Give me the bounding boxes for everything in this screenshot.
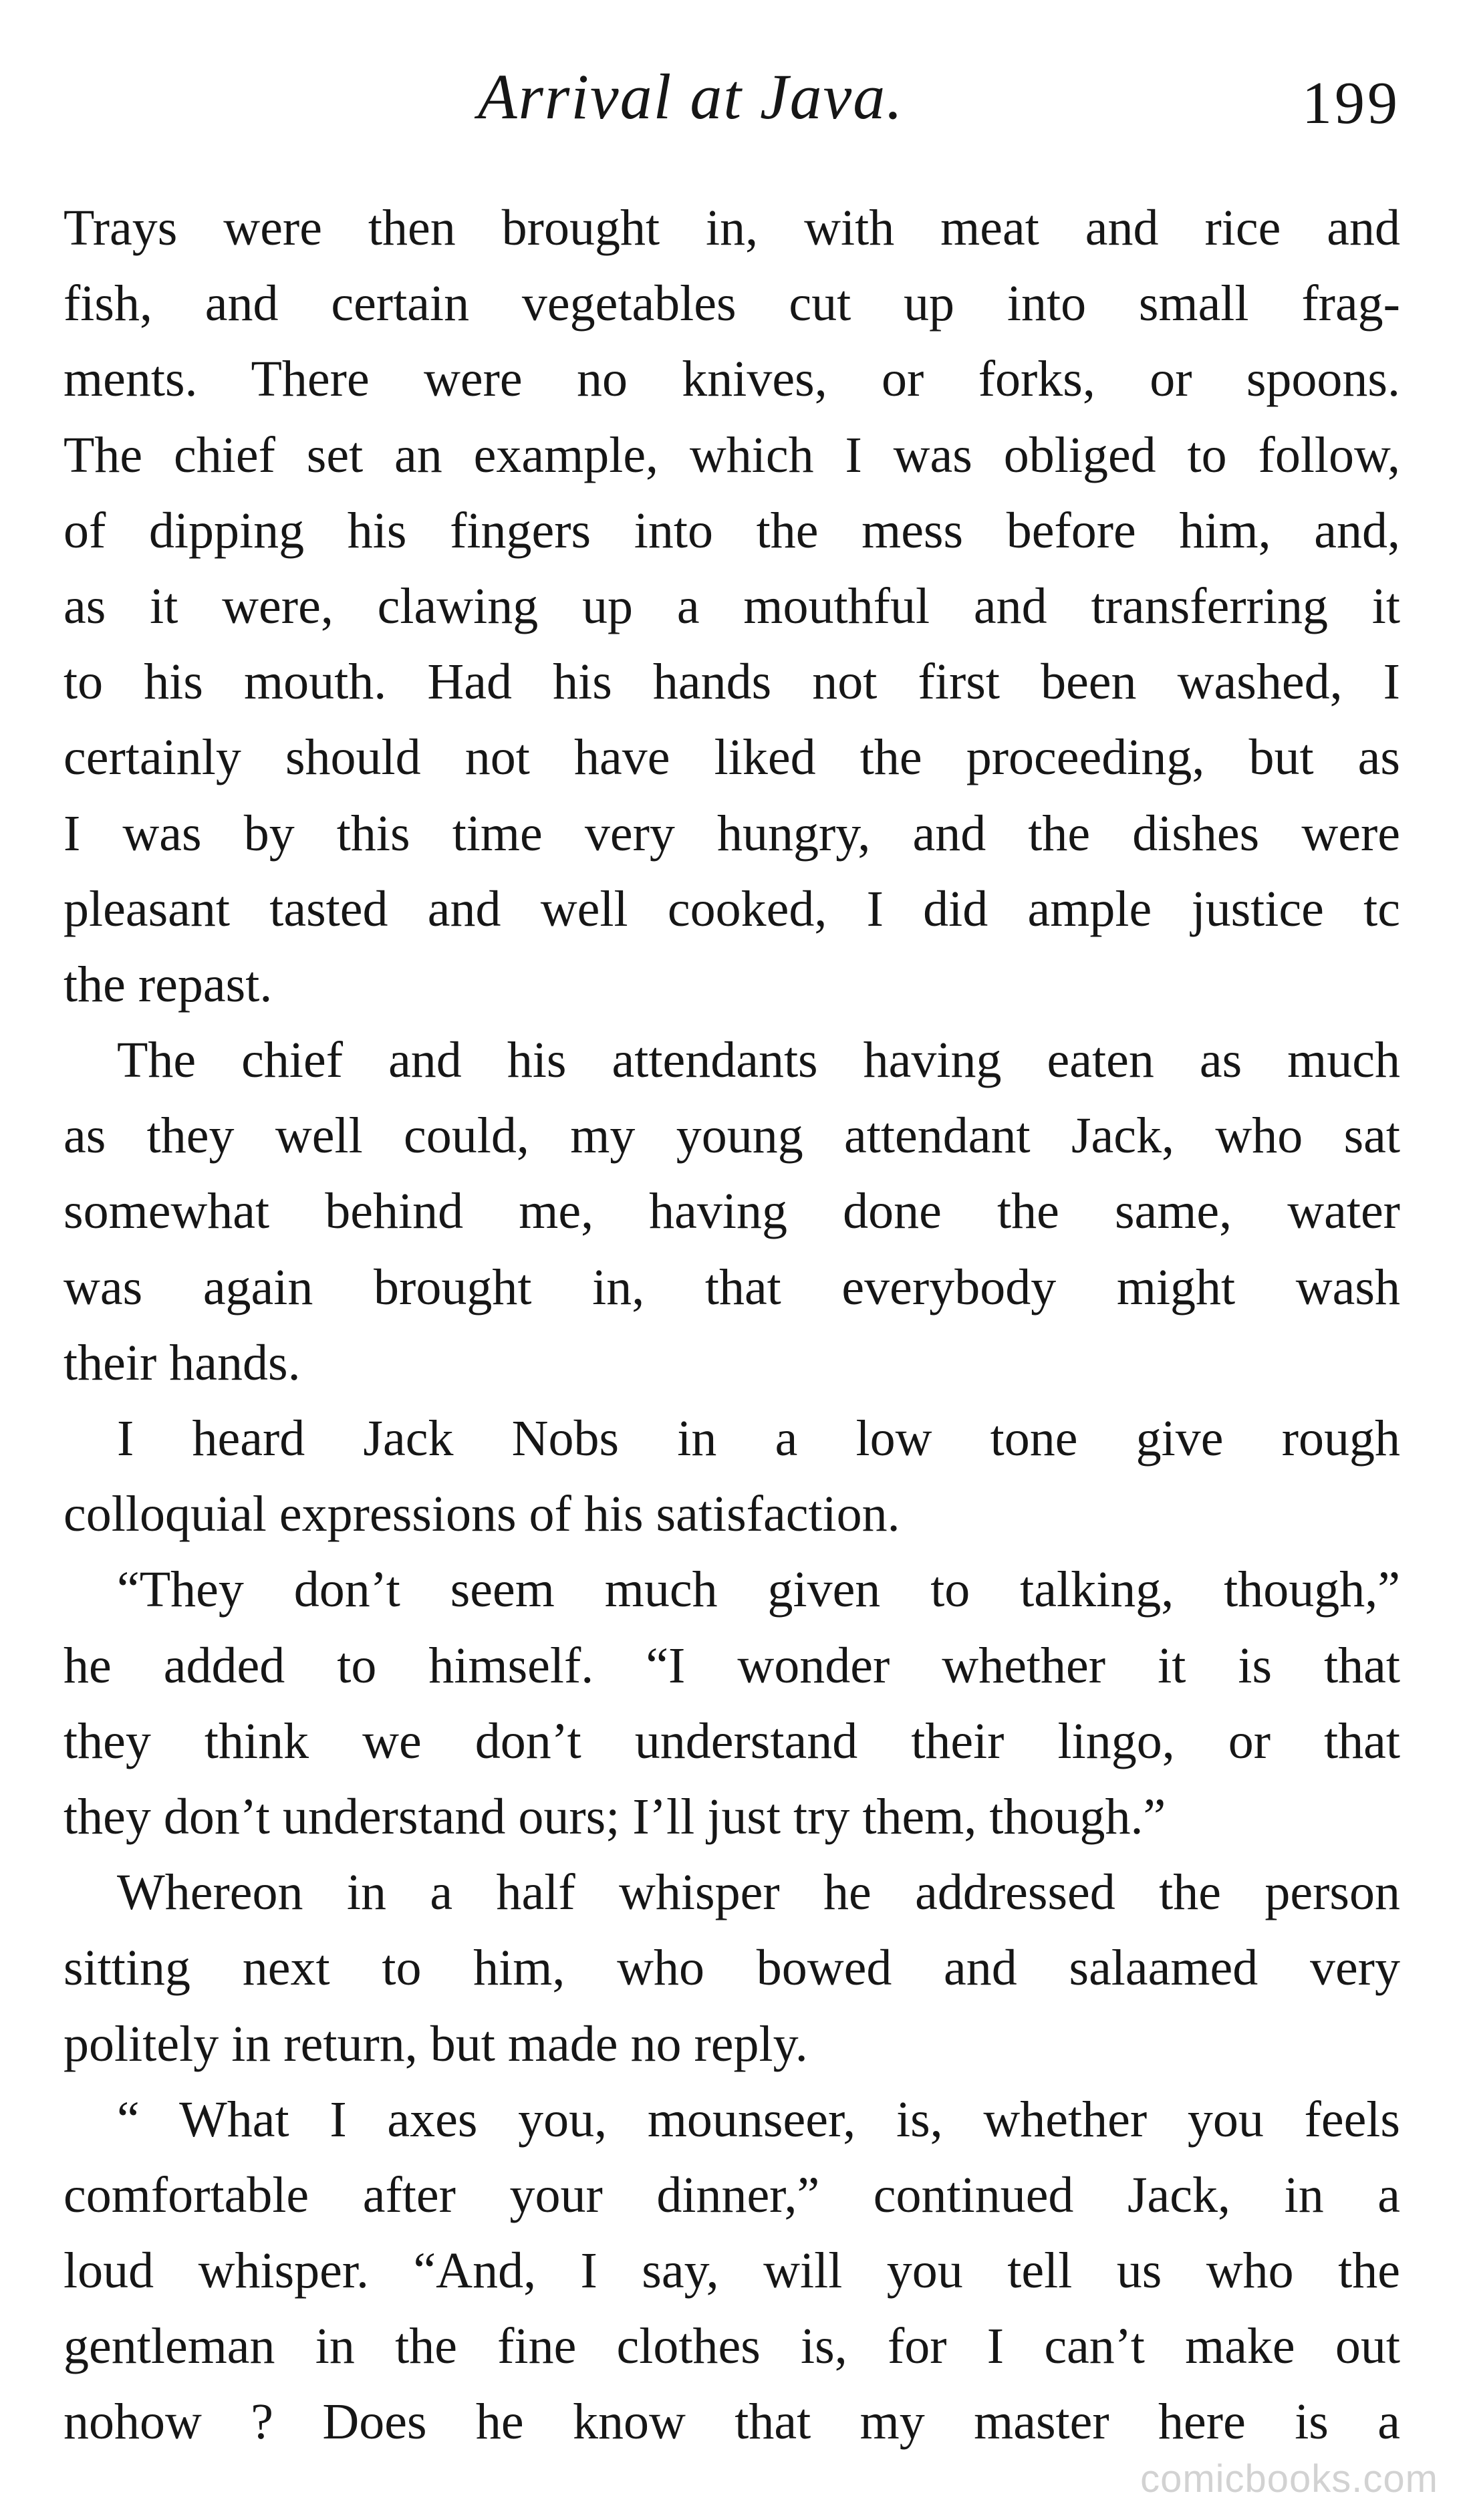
- text-line: “They don’t seem much given to talking, though,”: [117, 1561, 1400, 1618]
- body-text: [63, 191, 1400, 2461]
- text-line: ments. There were no knives, or forks, or spoons.: [63, 351, 1400, 408]
- watermark: comicbooks.com: [1140, 2457, 1438, 2501]
- page-header: [63, 53, 1400, 154]
- text-line: nohow ? Does he know that my master here is a: [63, 2394, 1400, 2450]
- text-line: The chief set an example, which I was obliged to follow,: [63, 426, 1400, 483]
- text-line: certainly should not have liked the proceeding, but as: [63, 729, 1400, 786]
- text-line: the repast.: [63, 956, 273, 1013]
- text-line: gentleman in the fine clothes is, for I can’t make out: [63, 2318, 1400, 2375]
- text-line: The chief and his attendants having eaten as much: [117, 1032, 1400, 1089]
- text-line: Whereon in a half whisper he addressed the person: [117, 1864, 1400, 1921]
- text-line: fish, and certain vegetables cut up into small frag-: [63, 275, 1400, 332]
- paragraph: [63, 1023, 1400, 1401]
- running-head: Arrival at Java.: [478, 61, 904, 132]
- page-number: 199: [1302, 70, 1400, 136]
- text-line: “ What I axes you, mounseer, is, whether you feels: [117, 2091, 1400, 2148]
- text-line: somewhat behind me, having done the same, water: [63, 1183, 1400, 1240]
- text-line: pleasant tasted and well cooked, I did ample justice tc: [63, 880, 1400, 937]
- text-line: they think we don’t understand their lingo, or that: [63, 1713, 1400, 1769]
- text-line: their hands.: [63, 1334, 301, 1391]
- text-line: as it were, clawing up a mouthful and transferring it: [63, 578, 1400, 634]
- text-line: sitting next to him, who bowed and salaamed very: [63, 1940, 1400, 1997]
- text-line: to his mouth. Had his hands not first been washed, I: [63, 654, 1400, 711]
- paragraph: [63, 1552, 1400, 1855]
- text-line: they don’t understand ours; I’ll just try them, though.”: [63, 1788, 1166, 1845]
- text-line: he added to himself. “I wonder whether it is that: [63, 1637, 1400, 1694]
- paragraph: [63, 2082, 1400, 2461]
- text-line: colloquial expressions of his satisfaction.: [63, 1486, 900, 1543]
- text-line: I was by this time very hungry, and the dishes were: [63, 805, 1400, 862]
- paragraph: [63, 1855, 1400, 2082]
- text-line: comfortable after your dinner,” continued Jack, in a: [63, 2166, 1400, 2223]
- text-line: was again brought in, that everybody might wash: [63, 1259, 1400, 1315]
- text-line: I heard Jack Nobs in a low tone give rough: [117, 1410, 1400, 1467]
- paragraph: [63, 1401, 1400, 1552]
- text-line: loud whisper. “And, I say, will you tell us who the: [63, 2243, 1400, 2299]
- text-line: as they well could, my young attendant Jack, who sat: [63, 1108, 1400, 1164]
- paragraph: [63, 191, 1400, 1023]
- text-line: politely in return, but made no reply.: [63, 2015, 808, 2072]
- text-line: of dipping his fingers into the mess before him, and,: [63, 502, 1400, 559]
- text-line: Trays were then brought in, with meat and rice and: [63, 200, 1400, 256]
